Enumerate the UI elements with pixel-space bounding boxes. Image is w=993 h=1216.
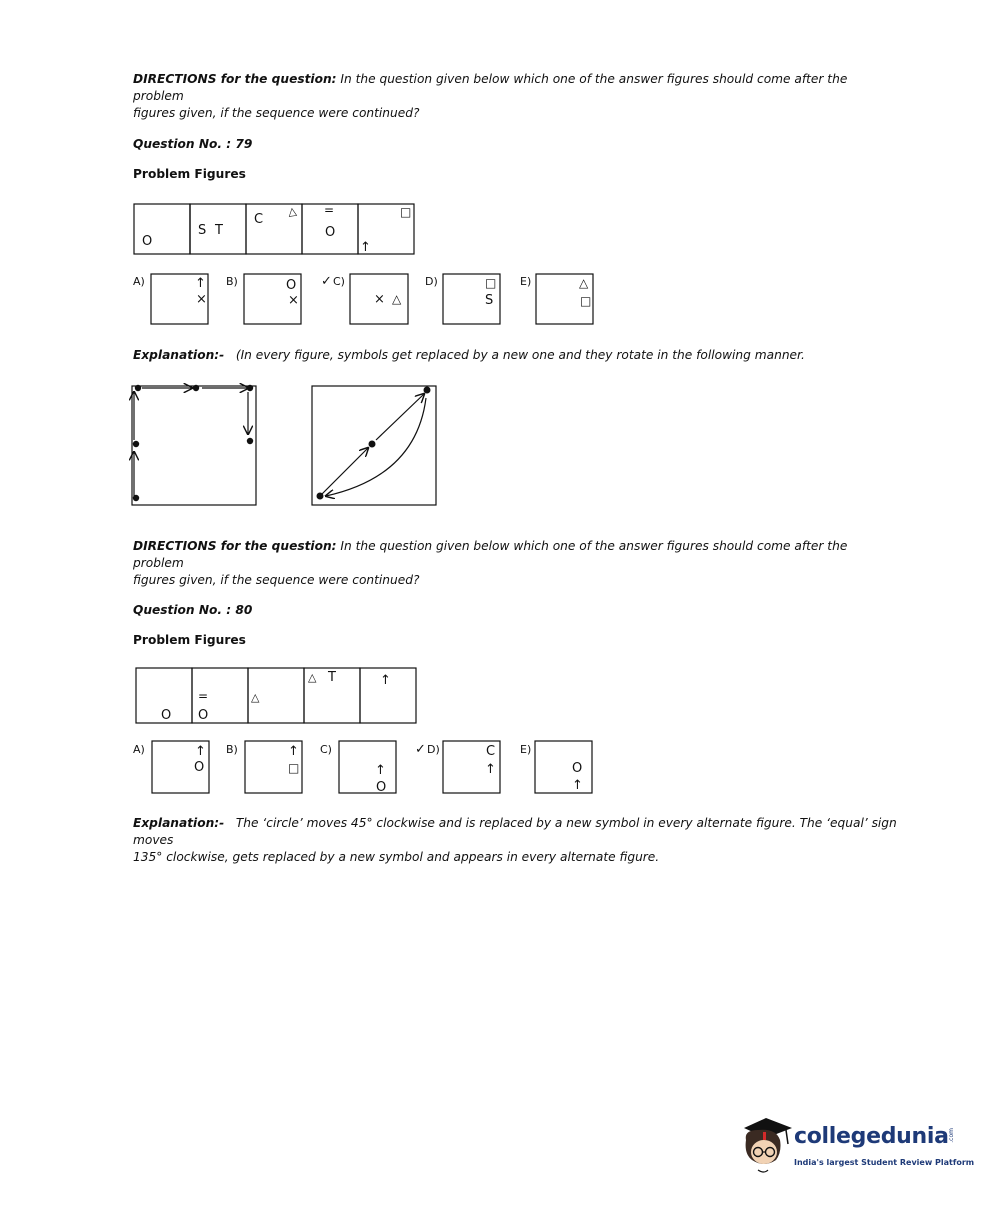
q80-answer-b-label[interactable]: B) <box>226 743 238 756</box>
q80-answer-figures <box>128 736 608 800</box>
q79-answer-c-cross: × <box>374 292 385 307</box>
q80-pf4-symbol-t: T <box>328 670 336 685</box>
q79-answer-b-cross: × <box>288 293 299 308</box>
q80-answer-e-circle: O <box>572 761 583 776</box>
q79-answer-e-triangle: △ <box>579 276 589 290</box>
q79-answer-c-check: ✓ <box>321 274 332 289</box>
q79-answer-b-circle: O <box>286 278 297 293</box>
q80-answer-a-circle: O <box>194 760 205 775</box>
q79-pf5-symbol-arrow: ↑ <box>360 240 371 255</box>
mascot-icon <box>736 1108 796 1180</box>
q80-answer-e-label[interactable]: E) <box>520 743 532 756</box>
q80-directions <box>133 538 893 589</box>
q79-pf3-symbol-triangle: △ <box>287 204 298 219</box>
q79-answer-a-label[interactable]: A) <box>133 275 145 288</box>
q80-answer-b-arrow: ↑ <box>288 744 299 759</box>
q80-answer-d-arrow: ↑ <box>485 762 496 777</box>
q79-pf4-symbol-equal: = <box>324 203 335 217</box>
q79-problem-title: Problem Figures <box>133 167 246 181</box>
q80-pf4-symbol-triangle: △ <box>308 671 317 684</box>
q79-pf5-symbol-square: □ <box>400 205 412 219</box>
q79-square-rotation-diagram <box>132 385 256 505</box>
q80-answer-e-frame[interactable] <box>535 741 592 793</box>
q79-explanation-text: (In every figure, symbols get replaced by a new one and they rotate in the following manner. <box>235 348 805 362</box>
q79-pf2-symbol-s: S <box>198 223 207 238</box>
q79-diagonal-rotation-diagram <box>312 386 436 505</box>
q80-explanation <box>133 815 933 866</box>
q79-answer-figures <box>128 268 608 330</box>
q79-pf2-symbol-t: T <box>215 223 223 238</box>
q80-answer-b-square: □ <box>288 761 300 775</box>
q80-number: Question No. : 80 <box>133 603 253 617</box>
q80-pf1-symbol: O <box>161 708 172 723</box>
q79-rotation-diagrams <box>124 378 454 513</box>
q79-pf3-symbol-c: C <box>254 212 264 227</box>
q80-answer-d-c: C <box>486 744 496 759</box>
q80-answer-a-label[interactable]: A) <box>133 743 145 756</box>
q80-answer-c-label[interactable]: C) <box>320 743 332 756</box>
q79-answer-a-arrow: ↑ <box>195 276 206 291</box>
q79-answer-c-label[interactable]: C) <box>333 275 345 288</box>
logo-tagline: India's largest Student Review Platform <box>794 1158 975 1167</box>
q80-pf3-symbol-triangle: △ <box>251 691 260 704</box>
collegedunia-logo[interactable] <box>736 1108 975 1188</box>
q79-answer-a-cross: × <box>196 292 207 307</box>
q80-explanation-label: Explanation:- <box>133 816 225 830</box>
q80-explanation-line2: 135° clockwise, gets replaced by a new symbol and appears in every alternate figure. <box>133 850 660 864</box>
q79-answer-b-label[interactable]: B) <box>226 275 238 288</box>
q79-pf1-symbol: O <box>142 234 153 249</box>
q80-directions-line1: In the question given below which one of the answer figures should come after the problem <box>133 539 848 570</box>
q79-directions <box>133 71 893 122</box>
q80-directions-line2: figures given, if the sequence were continued? <box>133 573 420 587</box>
q80-problem-title: Problem Figures <box>133 633 246 647</box>
q79-directions-line1: In the question given below which one of the answer figures should come after the problem <box>133 72 848 103</box>
q79-explanation <box>133 347 913 364</box>
q79-answer-e-label[interactable]: E) <box>520 275 532 288</box>
q79-number: Question No. : 79 <box>133 137 253 151</box>
q80-explanation-line1: The ‘circle’ moves 45° clockwise and is replaced by a new symbol in every alternate figure. The ‘equal’ sign moves <box>133 816 897 847</box>
q80-answer-c-frame[interactable] <box>339 741 396 793</box>
logo-suffix: .com <box>948 1128 955 1143</box>
q79-answer-d-label[interactable]: D) <box>425 275 438 288</box>
q79-answer-d-s: S <box>485 293 494 308</box>
q80-answer-d-check: ✓ <box>415 742 426 757</box>
q80-directions-label: DIRECTIONS for the question: <box>133 539 337 553</box>
q80-answer-d-label[interactable]: D) <box>427 743 440 756</box>
q79-answer-e-square: □ <box>580 294 592 308</box>
q79-answer-c-triangle: △ <box>392 292 402 306</box>
q79-problem-figures <box>128 196 423 258</box>
q80-pf2-symbol-equal: = <box>198 689 209 703</box>
logo-brand: collegedunia <box>794 1124 949 1149</box>
q79-explanation-label: Explanation:- <box>133 348 225 362</box>
q80-answer-e-arrow: ↑ <box>572 778 583 793</box>
q79-pf4-symbol-circle: O <box>325 225 336 240</box>
q79-directions-label: DIRECTIONS for the question: <box>133 72 337 86</box>
q80-pf2-symbol-circle: O <box>198 708 209 723</box>
q79-directions-line2: figures given, if the sequence were continued? <box>133 106 420 120</box>
q80-pf5-symbol-arrow: ↑ <box>380 673 391 688</box>
q80-problem-figures <box>128 662 423 728</box>
q80-answer-c-circle: O <box>376 780 387 795</box>
q80-answer-a-arrow: ↑ <box>195 744 206 759</box>
q79-answer-d-square: □ <box>485 276 497 290</box>
q80-answer-c-arrow: ↑ <box>375 763 386 778</box>
